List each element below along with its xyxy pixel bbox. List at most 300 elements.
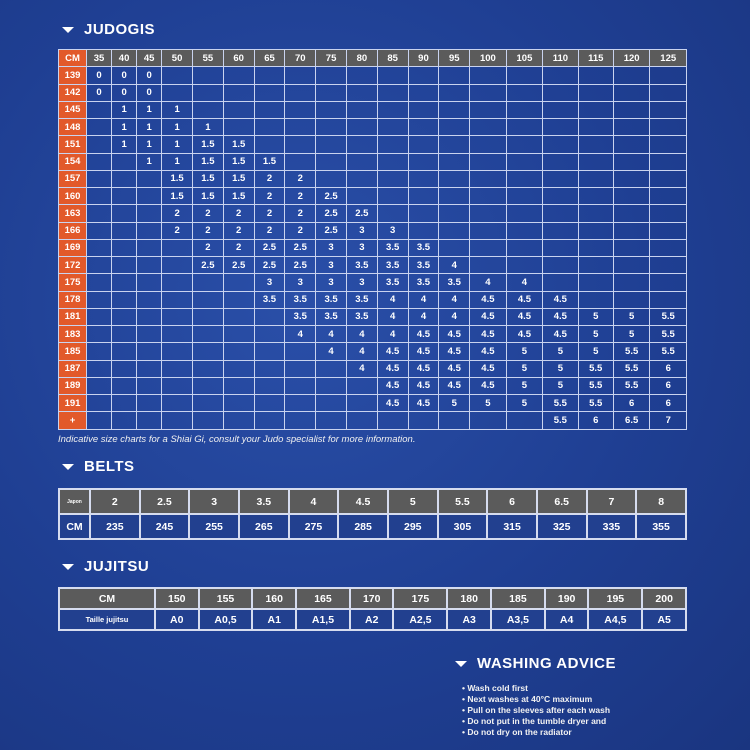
size-cell: 5.5 (613, 377, 650, 394)
empty-cell (506, 257, 543, 274)
table-row (59, 257, 687, 274)
empty-cell (87, 377, 112, 394)
empty-cell (439, 153, 470, 170)
empty-cell (613, 101, 650, 118)
jujitsu-cm-cell: 175 (393, 588, 447, 609)
weight-header-cell: 70 (285, 50, 316, 67)
empty-cell (578, 274, 613, 291)
empty-cell (377, 170, 408, 187)
empty-cell (543, 239, 578, 256)
height-cell: 191 (59, 395, 87, 412)
size-cell: 1.5 (192, 188, 223, 205)
empty-cell (613, 257, 650, 274)
size-cell: 4 (346, 326, 377, 343)
empty-cell (650, 153, 687, 170)
weight-header-cell: 120 (613, 50, 650, 67)
size-cell: 3.5 (408, 239, 439, 256)
empty-cell (408, 101, 439, 118)
size-cell: 2 (162, 205, 193, 222)
empty-cell (439, 84, 470, 101)
size-cell: 1 (192, 119, 223, 136)
empty-cell (285, 101, 316, 118)
empty-cell (162, 308, 193, 325)
jujitsu-cm-cell: 150 (155, 588, 199, 609)
belt-cm-cell: 315 (487, 514, 537, 539)
height-cell: + (59, 412, 87, 429)
empty-cell (346, 377, 377, 394)
jujitsu-cm-cell: 170 (350, 588, 394, 609)
size-cell: 0 (87, 84, 112, 101)
belts-heading (62, 458, 135, 475)
size-cell: 4.5 (408, 360, 439, 377)
size-cell: 1 (112, 136, 137, 153)
belt-japan-cell: 3 (189, 489, 239, 514)
size-cell: 4.5 (377, 360, 408, 377)
size-cell: 1 (137, 101, 162, 118)
empty-cell (650, 291, 687, 308)
belt-japan-cell: 5.5 (438, 489, 488, 514)
height-cell: 151 (59, 136, 87, 153)
empty-cell (112, 326, 137, 343)
height-cell: 175 (59, 274, 87, 291)
belt-cm-cell: 285 (338, 514, 388, 539)
empty-cell (254, 67, 285, 84)
empty-cell (192, 326, 223, 343)
empty-cell (439, 119, 470, 136)
size-cell: 5 (470, 395, 507, 412)
empty-cell (578, 205, 613, 222)
washing-advice-item: • Do not dry on the radiator (462, 727, 610, 738)
table-row (59, 101, 687, 118)
weight-header-cell: 60 (223, 50, 254, 67)
size-cell: 4 (506, 274, 543, 291)
empty-cell (650, 257, 687, 274)
jujitsu-cm-cell: 160 (252, 588, 296, 609)
size-cell: 2.5 (285, 239, 316, 256)
empty-cell (346, 188, 377, 205)
size-cell: 0 (137, 67, 162, 84)
empty-cell (285, 412, 316, 429)
empty-cell (578, 84, 613, 101)
size-cell: 5.5 (650, 326, 687, 343)
size-cell: 3.5 (285, 291, 316, 308)
empty-cell (506, 205, 543, 222)
empty-cell (316, 119, 347, 136)
size-cell: 3 (346, 222, 377, 239)
empty-cell (285, 119, 316, 136)
empty-cell (613, 205, 650, 222)
size-cell: 3.5 (377, 274, 408, 291)
empty-cell (254, 412, 285, 429)
size-cell: 3.5 (285, 308, 316, 325)
size-cell: 3 (316, 239, 347, 256)
empty-cell (470, 84, 507, 101)
size-cell: 4.5 (439, 377, 470, 394)
size-cell: 5.5 (650, 343, 687, 360)
size-cell: 2 (223, 239, 254, 256)
chevron-down-icon (62, 564, 74, 570)
empty-cell (192, 101, 223, 118)
jujitsu-cm-cell: 155 (199, 588, 253, 609)
empty-cell (112, 308, 137, 325)
size-cell: 2.5 (223, 257, 254, 274)
washing-advice-item: • Do not put in the tumble dryer and (462, 716, 610, 727)
size-cell: 5 (439, 395, 470, 412)
table-row (59, 377, 687, 394)
table-row (59, 274, 687, 291)
empty-cell (87, 395, 112, 412)
belt-japan-cell: 6.5 (537, 489, 587, 514)
size-cell: 4.5 (470, 308, 507, 325)
empty-cell (346, 101, 377, 118)
size-cell: 5 (506, 395, 543, 412)
empty-cell (613, 119, 650, 136)
table-row (59, 153, 687, 170)
jujitsu-cm-cell: 195 (588, 588, 642, 609)
empty-cell (162, 257, 193, 274)
size-cell: 3.5 (254, 291, 285, 308)
empty-cell (137, 257, 162, 274)
size-cell: 4 (346, 343, 377, 360)
belt-cm-cell: 295 (388, 514, 438, 539)
size-cell: 5 (578, 326, 613, 343)
empty-cell (254, 343, 285, 360)
size-cell: 3 (316, 274, 347, 291)
empty-cell (543, 84, 578, 101)
empty-cell (470, 412, 507, 429)
empty-cell (112, 222, 137, 239)
empty-cell (112, 291, 137, 308)
empty-cell (223, 67, 254, 84)
weight-header-cell: 110 (543, 50, 578, 67)
jujitsu-size-cell: A4 (545, 609, 589, 630)
empty-cell (162, 274, 193, 291)
empty-cell (254, 101, 285, 118)
empty-cell (578, 222, 613, 239)
size-cell: 1 (137, 153, 162, 170)
empty-cell (650, 84, 687, 101)
empty-cell (162, 395, 193, 412)
empty-cell (192, 84, 223, 101)
judogis-heading (62, 21, 155, 38)
belt-cm-cell: 265 (239, 514, 289, 539)
size-cell: 4 (316, 326, 347, 343)
size-cell: 4.5 (506, 308, 543, 325)
empty-cell (316, 136, 347, 153)
jujitsu-size-cell: A5 (642, 609, 686, 630)
belt-cm-cell: 335 (587, 514, 637, 539)
empty-cell (408, 188, 439, 205)
size-cell: 4 (439, 308, 470, 325)
empty-cell (254, 119, 285, 136)
jujitsu-cm-cell: 190 (545, 588, 589, 609)
size-cell: 3.5 (377, 239, 408, 256)
size-cell: 5.5 (543, 412, 578, 429)
empty-cell (87, 308, 112, 325)
empty-cell (285, 153, 316, 170)
empty-cell (223, 84, 254, 101)
empty-cell (543, 222, 578, 239)
empty-cell (346, 119, 377, 136)
height-cell: 160 (59, 188, 87, 205)
empty-cell (137, 326, 162, 343)
empty-cell (470, 136, 507, 153)
empty-cell (285, 136, 316, 153)
size-cell: 3.5 (346, 291, 377, 308)
empty-cell (112, 188, 137, 205)
jujitsu-cm-label: CM (59, 588, 155, 609)
empty-cell (613, 84, 650, 101)
size-cell: 2 (285, 222, 316, 239)
size-cell: 4.5 (408, 377, 439, 394)
jujitsu-title: JUJITSU (84, 558, 150, 575)
size-cell: 1 (137, 119, 162, 136)
empty-cell (439, 412, 470, 429)
size-cell: 4 (439, 257, 470, 274)
size-cell: 1.5 (223, 188, 254, 205)
belt-cm-cell: 255 (189, 514, 239, 539)
size-cell: 4 (377, 291, 408, 308)
size-cell: 4.5 (439, 343, 470, 360)
size-cell: 4.5 (408, 326, 439, 343)
table-row (59, 308, 687, 325)
empty-cell (408, 153, 439, 170)
empty-cell (377, 188, 408, 205)
size-cell: 4.5 (506, 291, 543, 308)
empty-cell (613, 170, 650, 187)
belt-japan-label: Japon (59, 489, 90, 514)
empty-cell (137, 222, 162, 239)
size-cell: 2 (192, 222, 223, 239)
empty-cell (137, 343, 162, 360)
size-cell: 2 (254, 205, 285, 222)
empty-cell (506, 170, 543, 187)
table-row (59, 205, 687, 222)
empty-cell (470, 257, 507, 274)
size-cell: 6 (613, 395, 650, 412)
size-cell: 2.5 (285, 257, 316, 274)
belt-cm-cell: 245 (140, 514, 190, 539)
table-row (59, 360, 687, 377)
size-cell: 2 (223, 222, 254, 239)
table-row (59, 222, 687, 239)
empty-cell (254, 136, 285, 153)
empty-cell (162, 377, 193, 394)
size-cell: 4.5 (439, 326, 470, 343)
weight-header-cell: 100 (470, 50, 507, 67)
judogis-size-table (58, 49, 687, 430)
empty-cell (543, 188, 578, 205)
size-cell: 6 (650, 395, 687, 412)
washing-advice-item: • Wash cold first (462, 683, 610, 694)
empty-cell (506, 222, 543, 239)
empty-cell (408, 136, 439, 153)
jujitsu-size-cell: A0 (155, 609, 199, 630)
size-cell: 6 (650, 360, 687, 377)
empty-cell (578, 153, 613, 170)
empty-cell (408, 67, 439, 84)
cm-header-cell: CM (59, 50, 87, 67)
empty-cell (162, 67, 193, 84)
size-cell: 3.5 (316, 308, 347, 325)
empty-cell (285, 360, 316, 377)
empty-cell (578, 136, 613, 153)
size-cell: 6.5 (613, 412, 650, 429)
weight-header-cell: 125 (650, 50, 687, 67)
size-cell: 4 (377, 308, 408, 325)
empty-cell (408, 119, 439, 136)
jujitsu-size-cell: A0,5 (199, 609, 253, 630)
size-cell: 3.5 (316, 291, 347, 308)
jujitsu-size-cell: A3 (447, 609, 491, 630)
size-cell: 0 (112, 84, 137, 101)
chevron-down-icon (62, 464, 74, 470)
size-cell: 5 (543, 360, 578, 377)
empty-cell (578, 188, 613, 205)
empty-cell (285, 84, 316, 101)
empty-cell (506, 188, 543, 205)
empty-cell (316, 412, 347, 429)
empty-cell (112, 377, 137, 394)
size-cell: 4.5 (543, 291, 578, 308)
weight-header-cell: 75 (316, 50, 347, 67)
empty-cell (377, 153, 408, 170)
size-cell: 2 (285, 205, 316, 222)
empty-cell (112, 239, 137, 256)
belt-cm-cell: 275 (289, 514, 339, 539)
size-cell: 2.5 (316, 188, 347, 205)
empty-cell (87, 360, 112, 377)
empty-cell (192, 274, 223, 291)
empty-cell (223, 343, 254, 360)
empty-cell (543, 153, 578, 170)
empty-cell (408, 84, 439, 101)
empty-cell (87, 239, 112, 256)
empty-cell (87, 291, 112, 308)
empty-cell (439, 170, 470, 187)
size-cell: 5 (578, 343, 613, 360)
height-cell: 187 (59, 360, 87, 377)
size-cell: 3.5 (377, 257, 408, 274)
empty-cell (112, 343, 137, 360)
height-cell: 154 (59, 153, 87, 170)
empty-cell (506, 119, 543, 136)
weight-header-cell: 85 (377, 50, 408, 67)
weight-header-cell: 45 (137, 50, 162, 67)
empty-cell (192, 343, 223, 360)
empty-cell (316, 67, 347, 84)
size-cell: 2 (285, 188, 316, 205)
empty-cell (506, 153, 543, 170)
jujitsu-size-cell: A1 (252, 609, 296, 630)
empty-cell (87, 257, 112, 274)
size-cell: 1.5 (192, 153, 223, 170)
size-cell: 2.5 (254, 239, 285, 256)
empty-cell (112, 412, 137, 429)
empty-cell (87, 343, 112, 360)
empty-cell (112, 153, 137, 170)
size-cell: 1 (162, 153, 193, 170)
empty-cell (192, 377, 223, 394)
empty-cell (87, 274, 112, 291)
empty-cell (254, 395, 285, 412)
height-cell: 172 (59, 257, 87, 274)
size-cell: 4 (408, 291, 439, 308)
table-row (59, 136, 687, 153)
empty-cell (223, 412, 254, 429)
table-row (59, 412, 687, 429)
empty-cell (578, 101, 613, 118)
empty-cell (408, 222, 439, 239)
size-cell: 0 (87, 67, 112, 84)
size-cell: 2 (192, 239, 223, 256)
chevron-down-icon (455, 661, 467, 667)
empty-cell (408, 170, 439, 187)
empty-cell (137, 360, 162, 377)
washing-advice-list (462, 683, 610, 738)
empty-cell (578, 257, 613, 274)
empty-cell (192, 291, 223, 308)
empty-cell (470, 188, 507, 205)
size-cell: 5 (613, 326, 650, 343)
size-cell: 5.5 (613, 360, 650, 377)
empty-cell (316, 153, 347, 170)
size-cell: 2 (254, 170, 285, 187)
empty-cell (650, 136, 687, 153)
jujitsu-cm-cell: 185 (491, 588, 545, 609)
empty-cell (650, 101, 687, 118)
height-cell: 145 (59, 101, 87, 118)
belt-cm-cell: 325 (537, 514, 587, 539)
empty-cell (439, 67, 470, 84)
empty-cell (112, 360, 137, 377)
size-cell: 1.5 (223, 136, 254, 153)
weight-header-cell: 40 (112, 50, 137, 67)
empty-cell (439, 136, 470, 153)
empty-cell (137, 308, 162, 325)
empty-cell (137, 205, 162, 222)
size-cell: 7 (650, 412, 687, 429)
belt-japan-cell: 4 (289, 489, 339, 514)
empty-cell (87, 205, 112, 222)
size-cell: 2 (285, 170, 316, 187)
empty-cell (223, 377, 254, 394)
empty-cell (162, 84, 193, 101)
belt-cm-cell: 305 (438, 514, 488, 539)
empty-cell (650, 67, 687, 84)
empty-cell (439, 239, 470, 256)
empty-cell (578, 67, 613, 84)
empty-cell (316, 377, 347, 394)
table-row (59, 326, 687, 343)
belt-japan-cell: 2 (90, 489, 140, 514)
jujitsu-size-cell: A3,5 (491, 609, 545, 630)
belt-japan-cell: 2.5 (140, 489, 190, 514)
size-cell: 4 (346, 360, 377, 377)
empty-cell (439, 188, 470, 205)
size-cell: 5 (613, 308, 650, 325)
size-cell: 3 (346, 239, 377, 256)
size-cell: 4.5 (543, 308, 578, 325)
height-cell: 157 (59, 170, 87, 187)
size-cell: 5.5 (650, 308, 687, 325)
belt-cm-label: CM (59, 514, 90, 539)
size-cell: 4.5 (470, 326, 507, 343)
jujitsu-size-label: Taille jujitsu (59, 609, 155, 630)
empty-cell (346, 395, 377, 412)
weight-header-cell: 115 (578, 50, 613, 67)
empty-cell (137, 170, 162, 187)
